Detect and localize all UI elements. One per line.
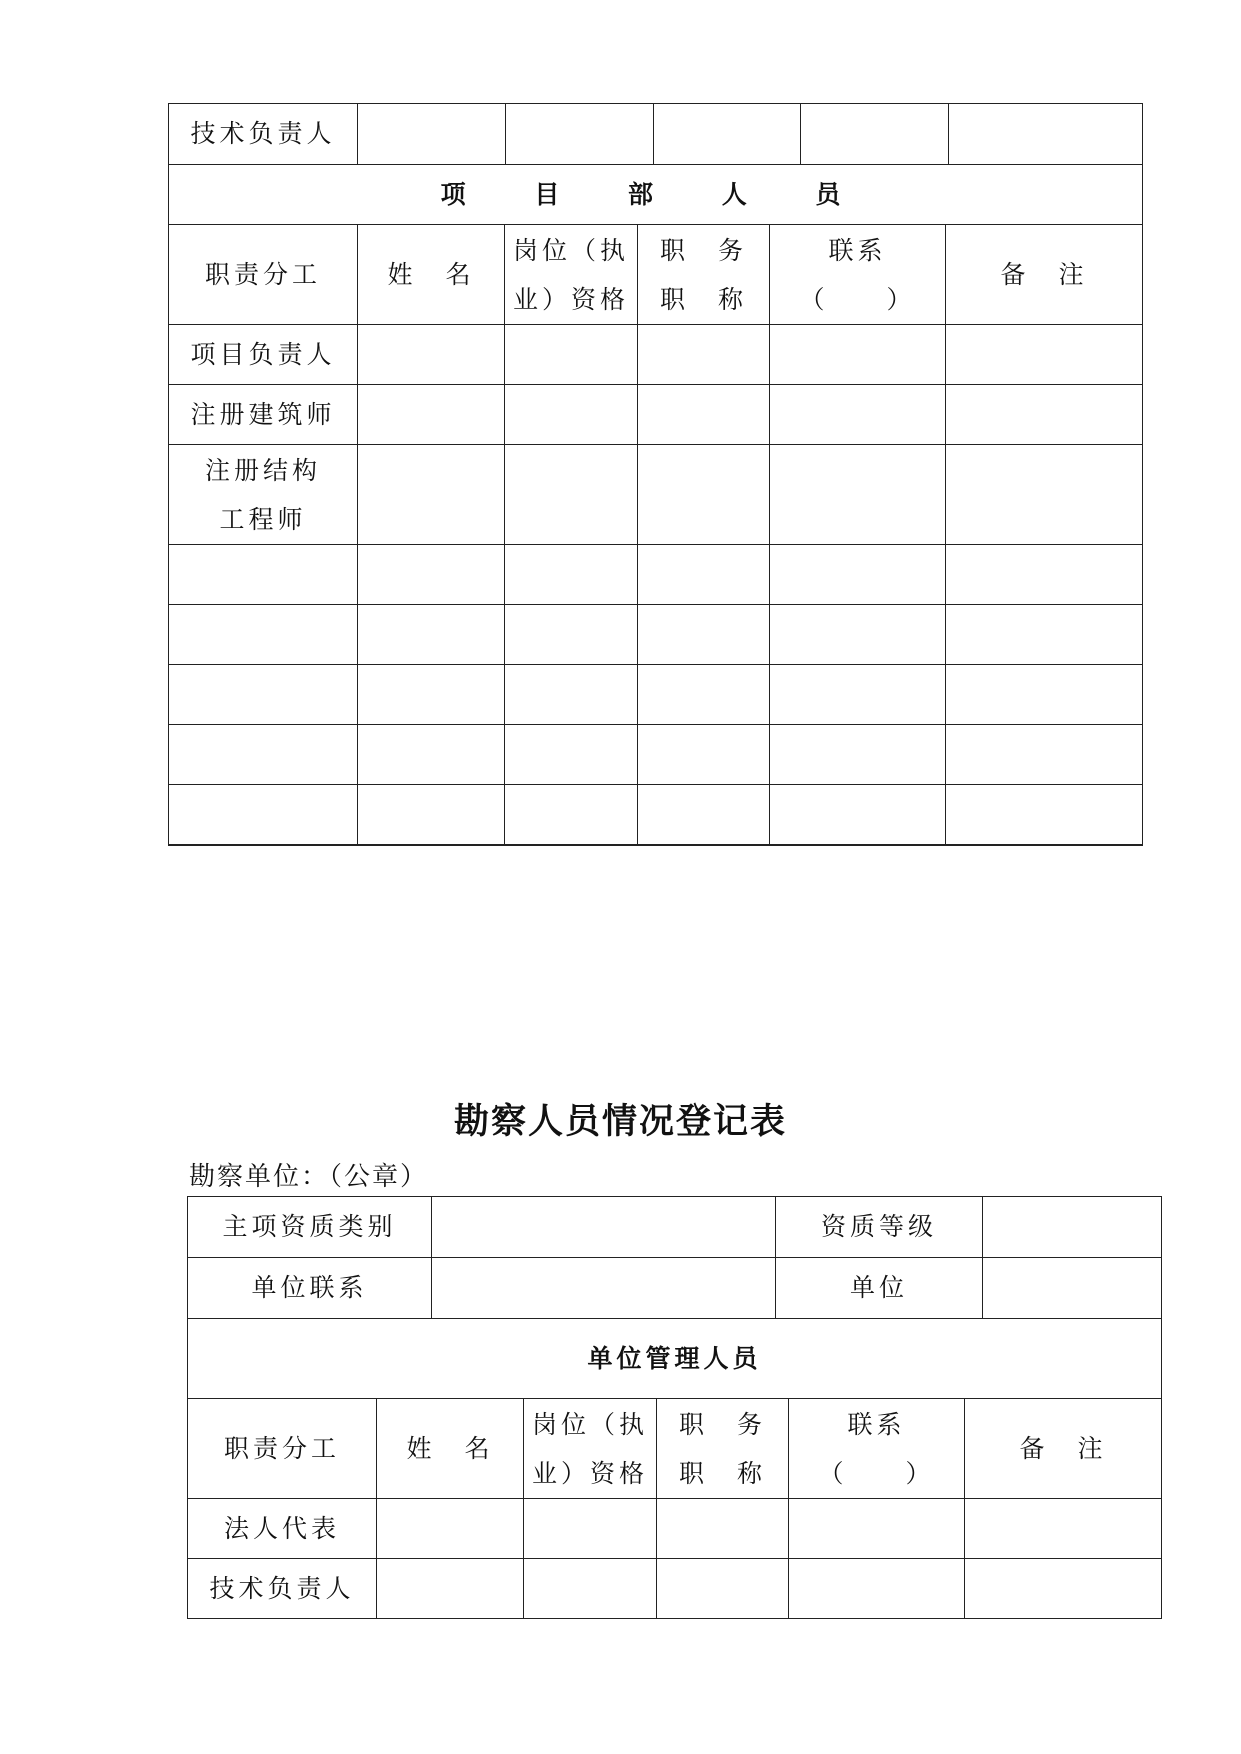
input-cell[interactable]: [524, 1559, 657, 1619]
form-title: 勘察人员情况登记表: [453, 1101, 787, 1142]
input-cell[interactable]: [770, 445, 946, 545]
section-row: [169, 165, 1143, 225]
header-remark: 备 注: [965, 1399, 1162, 1499]
header-contact: 联系 （ ）: [770, 225, 946, 325]
input-cell[interactable]: [965, 1559, 1162, 1619]
row-label[interactable]: [169, 605, 358, 665]
project-staff-table: [168, 103, 1143, 846]
input-cell[interactable]: [770, 545, 946, 605]
input-cell[interactable]: [770, 725, 946, 785]
input-cell[interactable]: [638, 325, 770, 385]
input-cell[interactable]: [946, 545, 1143, 605]
input-cell[interactable]: [358, 785, 505, 845]
input-cell[interactable]: [638, 725, 770, 785]
header-remark: 备 注: [946, 225, 1143, 325]
unit-field[interactable]: [983, 1258, 1161, 1318]
section-title: 项 目 部 人 员: [169, 165, 1143, 225]
row-label: 技术负责人: [169, 104, 358, 165]
input-cell[interactable]: [946, 725, 1143, 785]
input-cell[interactable]: [377, 1499, 524, 1559]
input-cell[interactable]: [358, 725, 505, 785]
input-cell[interactable]: [654, 104, 801, 164]
table-row: [169, 325, 1143, 385]
row-label: 法人代表: [188, 1499, 377, 1559]
input-cell[interactable]: [358, 104, 506, 164]
input-cell[interactable]: [946, 385, 1143, 445]
input-cell[interactable]: [638, 445, 770, 545]
header-row: [188, 1399, 1162, 1499]
row-label: 技术负责人: [188, 1559, 377, 1619]
input-cell[interactable]: [946, 445, 1143, 545]
table-row: [169, 104, 1143, 165]
input-cell[interactable]: [505, 665, 638, 725]
input-cell[interactable]: [657, 1499, 789, 1559]
input-cell[interactable]: [946, 665, 1143, 725]
section-title: 单位管理人员: [188, 1319, 1162, 1399]
qualification-level-label: 资质等级: [776, 1197, 983, 1257]
header-title: 职 务 职 称: [638, 225, 770, 325]
qualification-type-label: 主项资质类别: [188, 1197, 432, 1257]
table-row: [188, 1499, 1162, 1559]
header-post: 岗位（执 业）资格: [505, 225, 638, 325]
input-cell[interactable]: [770, 665, 946, 725]
table-row: [169, 665, 1143, 725]
header-post: 岗位（执 业）资格: [524, 1399, 657, 1499]
input-cell[interactable]: [505, 385, 638, 445]
input-cell[interactable]: [358, 325, 505, 385]
input-cell[interactable]: [770, 605, 946, 665]
input-cell[interactable]: [965, 1499, 1162, 1559]
input-cell[interactable]: [946, 605, 1143, 665]
input-cell[interactable]: [638, 605, 770, 665]
input-cell[interactable]: [638, 385, 770, 445]
header-duty: 职责分工: [188, 1399, 377, 1499]
input-cell[interactable]: [505, 605, 638, 665]
header-row: [169, 225, 1143, 325]
qualification-level-field[interactable]: [983, 1197, 1161, 1257]
input-cell[interactable]: [358, 385, 505, 445]
table-row: [169, 545, 1143, 605]
table-row: [169, 445, 1143, 545]
input-cell[interactable]: [789, 1499, 965, 1559]
row-label: 项目负责人: [169, 325, 358, 385]
header-contact: 联系 （ ）: [789, 1399, 965, 1499]
input-cell[interactable]: [789, 1559, 965, 1619]
input-cell[interactable]: [638, 665, 770, 725]
row-label[interactable]: [169, 785, 358, 845]
input-cell[interactable]: [638, 545, 770, 605]
input-cell[interactable]: [505, 785, 638, 845]
input-cell[interactable]: [638, 785, 770, 845]
input-cell[interactable]: [949, 104, 1142, 164]
input-cell[interactable]: [358, 445, 505, 545]
header-name: 姓 名: [358, 225, 505, 325]
header-name: 姓 名: [377, 1399, 524, 1499]
row-label[interactable]: [169, 665, 358, 725]
header-duty: 职责分工: [169, 225, 358, 325]
table-row: [169, 605, 1143, 665]
survey-personnel-table: [187, 1196, 1162, 1619]
input-cell[interactable]: [946, 325, 1143, 385]
unit-label: 单位: [776, 1258, 983, 1318]
table-row: [169, 785, 1143, 845]
row-label[interactable]: [169, 545, 358, 605]
row-label[interactable]: [169, 725, 358, 785]
table-row: [169, 725, 1143, 785]
info-row: [188, 1197, 1162, 1258]
input-cell[interactable]: [946, 785, 1143, 845]
input-cell[interactable]: [358, 665, 505, 725]
row-label: 注册结构 工程师: [169, 445, 358, 545]
input-cell[interactable]: [801, 104, 949, 164]
qualification-type-field[interactable]: [432, 1197, 776, 1257]
input-cell[interactable]: [524, 1499, 657, 1559]
input-cell[interactable]: [358, 545, 505, 605]
unit-contact-field[interactable]: [432, 1258, 776, 1318]
input-cell[interactable]: [770, 385, 946, 445]
input-cell[interactable]: [505, 725, 638, 785]
input-cell[interactable]: [505, 445, 638, 545]
input-cell[interactable]: [506, 104, 654, 164]
input-cell[interactable]: [377, 1559, 524, 1619]
input-cell[interactable]: [505, 545, 638, 605]
section-row: [188, 1319, 1162, 1399]
row-label: 注册建筑师: [169, 385, 358, 445]
unit-contact-label: 单位联系: [188, 1258, 432, 1318]
survey-unit-line: 勘察单位：（公章）: [189, 1162, 429, 1192]
table-row: [188, 1559, 1162, 1619]
input-cell[interactable]: [770, 785, 946, 845]
input-cell[interactable]: [358, 605, 505, 665]
input-cell[interactable]: [505, 325, 638, 385]
input-cell[interactable]: [770, 325, 946, 385]
info-row: [188, 1258, 1162, 1319]
table-row: [169, 385, 1143, 445]
input-cell[interactable]: [657, 1559, 789, 1619]
header-title: 职 务 职 称: [657, 1399, 789, 1499]
